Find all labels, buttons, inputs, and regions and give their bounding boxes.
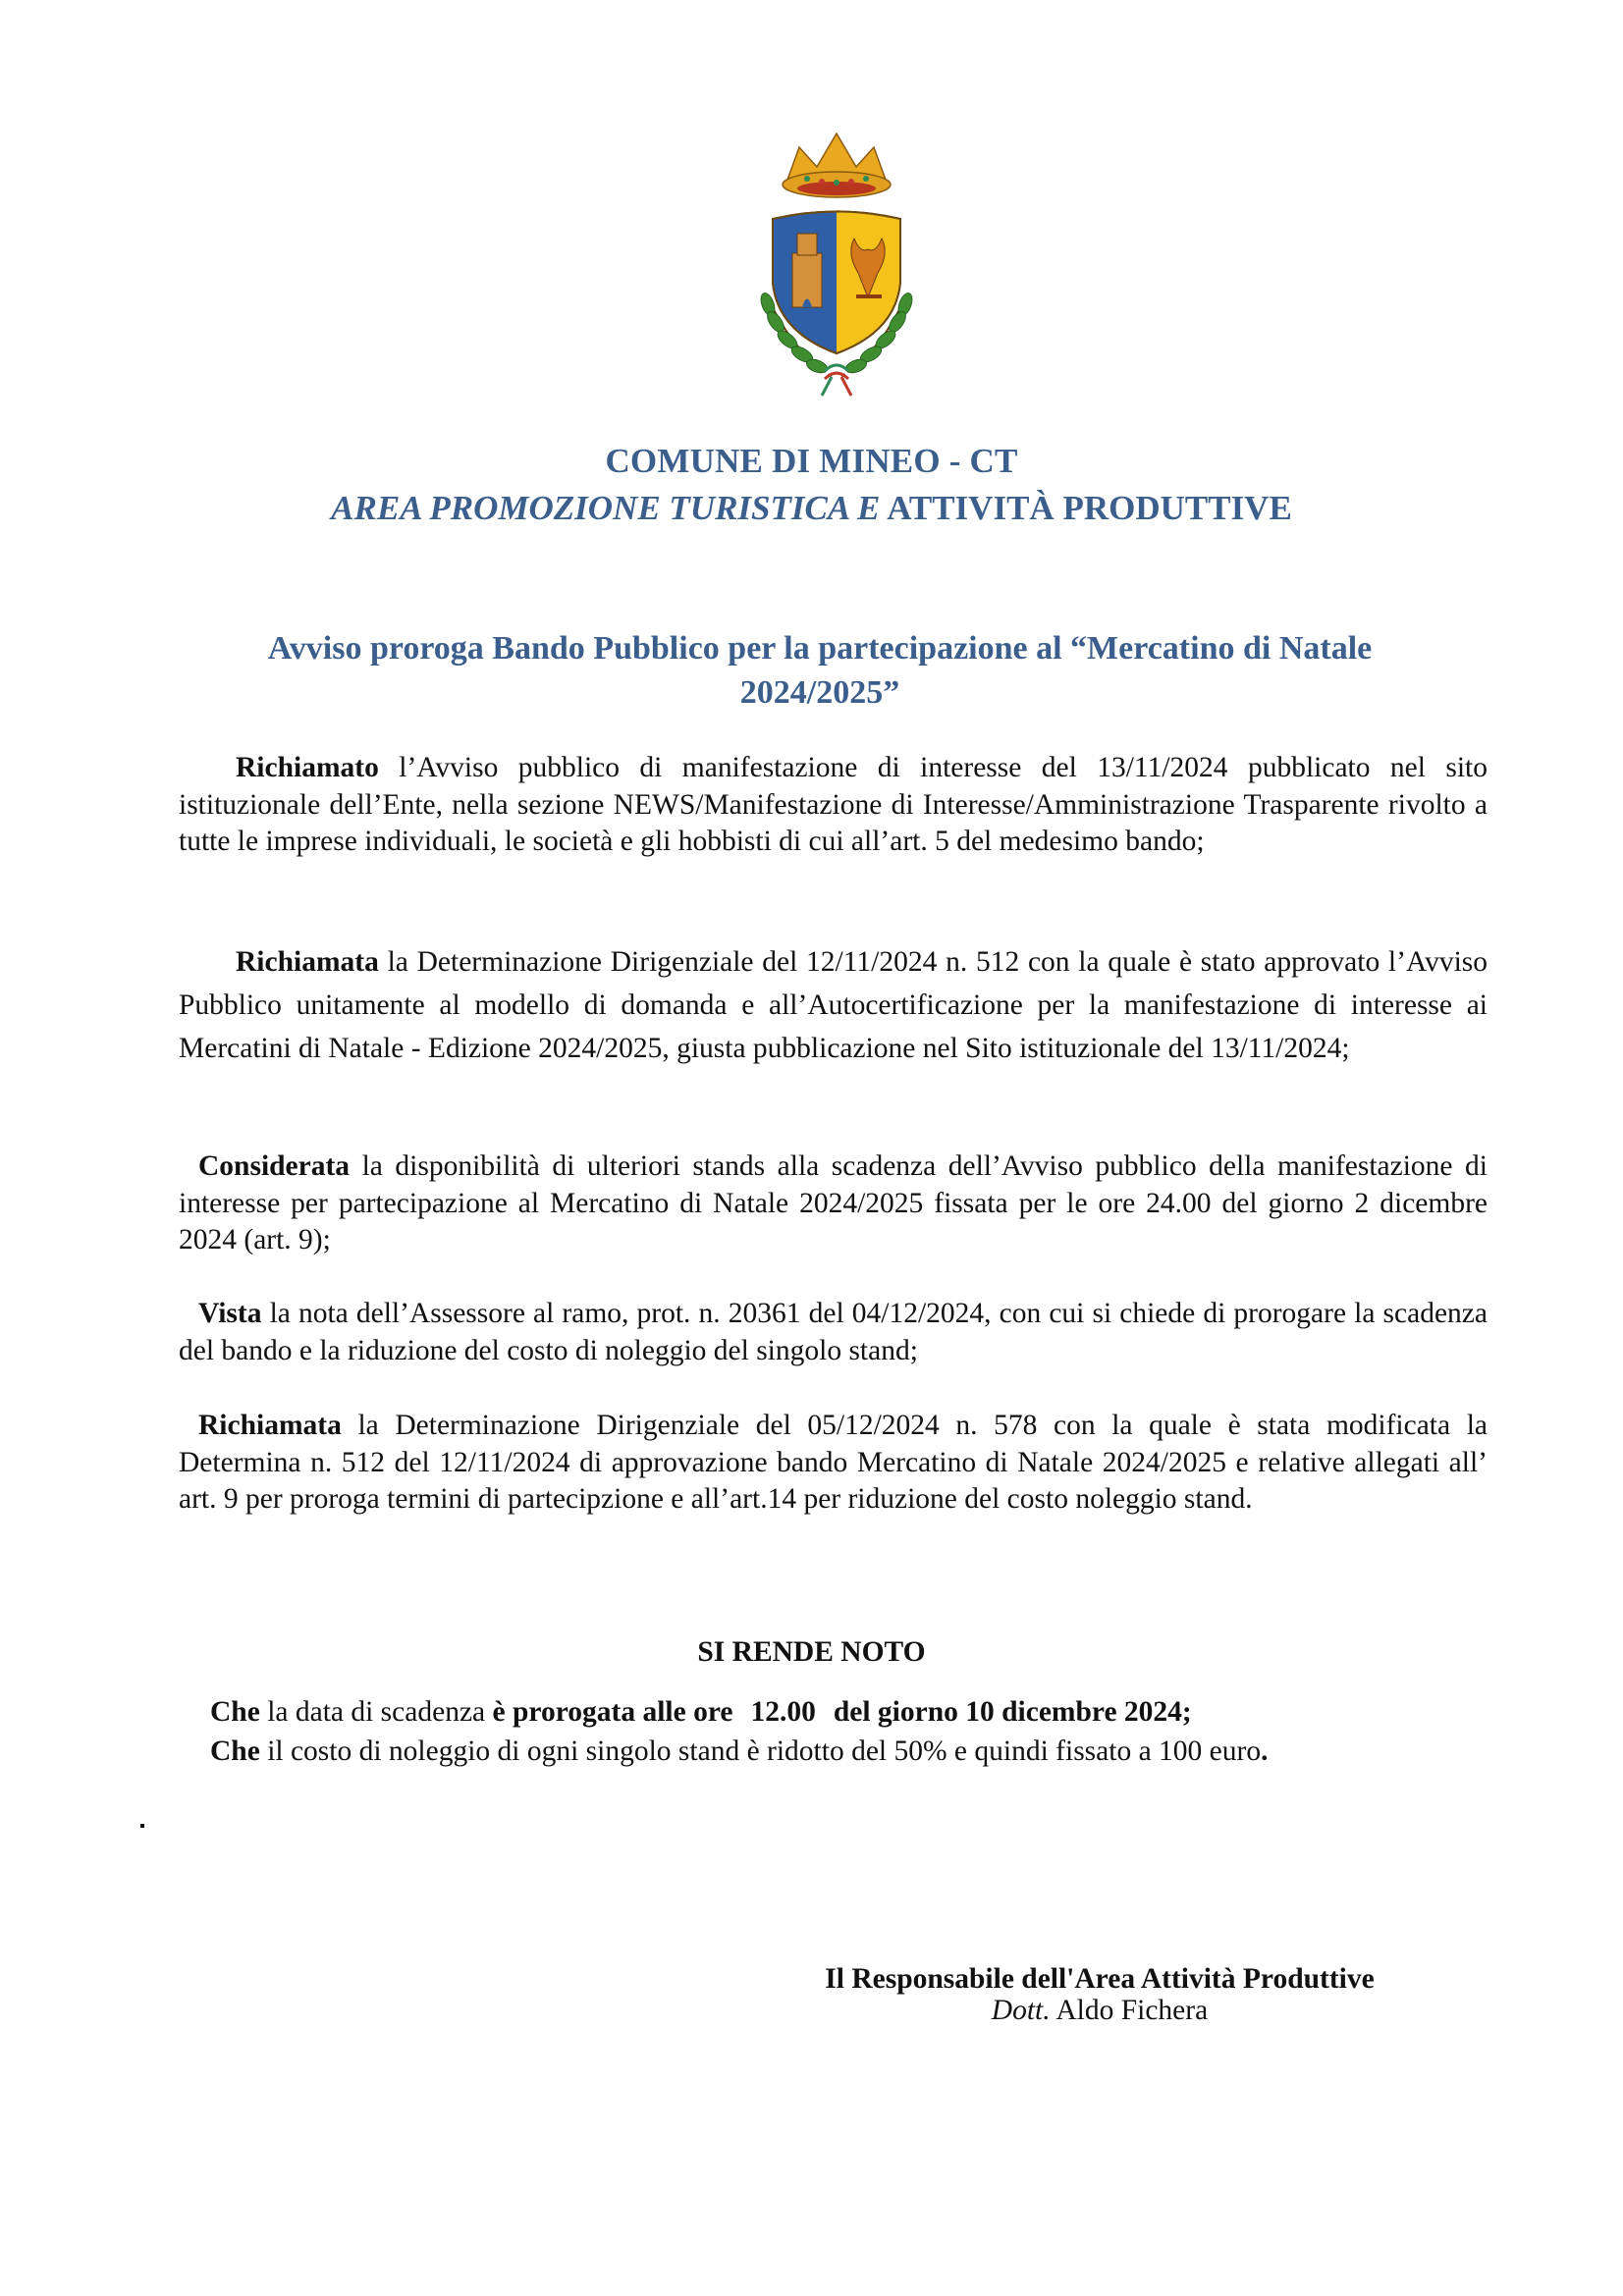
paragraph-lead: Vista xyxy=(198,1298,262,1329)
shield-icon xyxy=(773,210,900,353)
document-header xyxy=(0,438,1623,532)
document-title xyxy=(167,626,1473,715)
department-name-italic: AREA PROMOZIONE TURISTICA E xyxy=(331,489,881,527)
paragraph-text: la Determinazione Dirigenziale del 12/11/2024 n. 512 con la quale è stato approvato l’Avviso Pubblico unitamente al modello di domanda e all’Autocertificazione per la manifestazione di interesse ai Mercatini di Natale - Edizione 2024/2025, giusta pubblicazione nel Sito istituzionale del 13/11/2024; xyxy=(179,946,1488,1064)
paragraph-richiamato xyxy=(179,750,1488,861)
paragraph-richiamata-determinazione-578 xyxy=(179,1408,1488,1519)
paragraph-text: la disponibilità di ulteriori stands alla scadenza dell’Avviso pubblico della manifestazione di interesse per partecipazione al Mercatino di Natale 2024/2025 fissata per le ore 24.00 del giorno 2 dicembre 2024 (art. 9); xyxy=(179,1150,1488,1255)
title-line-1: Avviso proroga Bando Pubblico per la partecipazione al “Mercatino di Natale xyxy=(267,630,1373,667)
ribbon-icon xyxy=(822,365,851,396)
notice-plain: la data di scadenza xyxy=(259,1696,493,1728)
notice-heading: SI RENDE NOTO xyxy=(697,1636,926,1668)
organization-name: COMUNE DI MINEO - CT xyxy=(605,442,1018,480)
paragraph-lead: Richiamato xyxy=(236,752,379,783)
notice-lead: Che xyxy=(210,1735,260,1767)
notice-item-deadline xyxy=(210,1692,1487,1732)
signatory-role: Il Responsabile dell'Area Attività Produttive xyxy=(825,1963,1375,1995)
notice-item-cost xyxy=(210,1732,1487,1771)
notice-plain: il costo di noleggio di ogni singolo stand è ridotto del 50% e quindi fissato a 100 euro xyxy=(259,1735,1262,1767)
paragraph-considerata xyxy=(179,1148,1488,1259)
coat-of-arms-icon xyxy=(738,126,935,410)
crown-icon xyxy=(783,133,891,197)
paragraph-lead: Richiamata xyxy=(198,1410,342,1441)
paragraph-lead: Richiamata xyxy=(236,946,379,978)
notice-bold-extension: è prorogata alle ore xyxy=(492,1696,733,1728)
notice-date: del giorno 10 dicembre 2024; xyxy=(833,1696,1192,1728)
paragraph-text: la nota dell’Assessore al ramo, prot. n. 20361 del 04/12/2024, con cui si chiede di prorogare la scadenza del bando e la riduzione del costo di noleggio del singolo stand; xyxy=(179,1298,1488,1366)
notice-time: 12.00 xyxy=(750,1696,816,1728)
paragraph-vista xyxy=(179,1296,1488,1369)
department-name xyxy=(0,485,1623,532)
title-line-2: 2024/2025” xyxy=(739,674,900,711)
paragraph-lead: Considerata xyxy=(198,1150,351,1182)
department-name-upright: ATTIVITÀ PRODUTTIVE xyxy=(887,489,1292,527)
paragraph-text: l’Avviso pubblico di manifestazione di interesse del 13/11/2024 pubblicato nel sito istituzionale dell’Ente, nella sezione NEWS/Manifestazione di Interesse/Amministrazione Trasparente rivolto a tutte le imprese individuali, le società e gli hobbisti di cui all’art. 5 del medesimo bando; xyxy=(179,752,1488,857)
stray-dot xyxy=(140,1824,144,1828)
signatory-title: Dott. xyxy=(991,1995,1051,2026)
notice-end: . xyxy=(1261,1735,1269,1767)
paragraph-richiamata-determinazione-512 xyxy=(179,940,1488,1070)
paragraph-text: la Determinazione Dirigenziale del 05/12/2024 n. 578 con la quale è stata modificata la Determina n. 512 del 12/11/2024 di approvazione bando Mercatino di Natale 2024/2025 e relative allegati all’ art. 9 per proroga termini di partecipzione e all’art.14 per riduzione del costo noleggio stand. xyxy=(179,1410,1488,1515)
notice-list xyxy=(210,1692,1487,1771)
signatory-name xyxy=(766,1995,1434,2026)
notice-lead: Che xyxy=(210,1696,260,1728)
signature-block xyxy=(766,1963,1434,2026)
signatory-full-name: Aldo Fichera xyxy=(1050,1995,1209,2026)
